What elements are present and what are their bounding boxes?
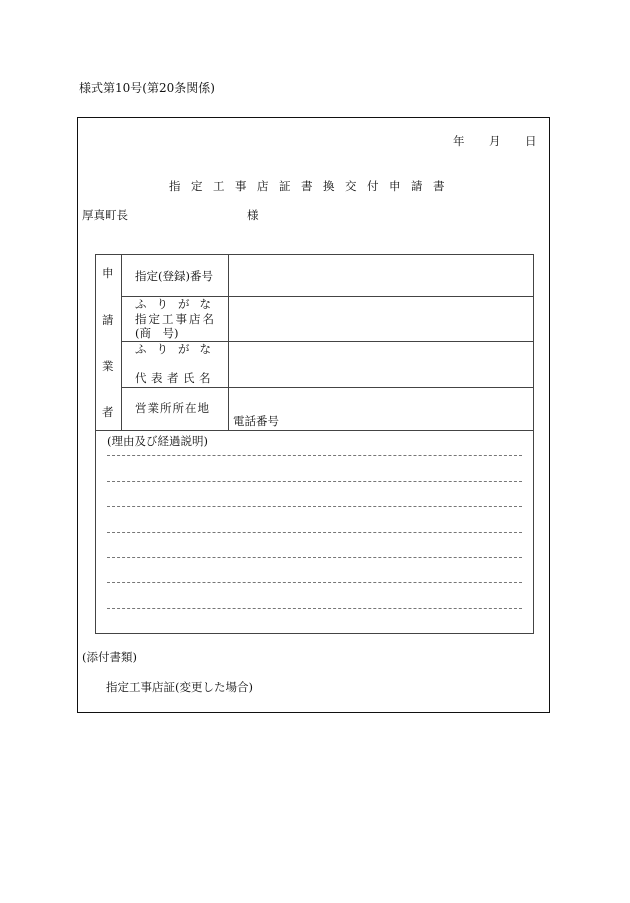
reason-section-divider (95, 430, 534, 431)
attachments-item: 指定工事店証(変更した場合) (106, 680, 253, 694)
addressee-name: 厚真町長 (82, 208, 128, 222)
office-address-label: 営業所所在地 (135, 401, 210, 415)
date-day-label: 日 (525, 134, 537, 148)
reason-dotted-line (107, 506, 522, 507)
reason-dotted-line (107, 455, 522, 456)
reason-dotted-line (107, 481, 522, 482)
reason-dotted-line (107, 557, 522, 558)
store-trade-name-label: (商 号) (135, 326, 179, 340)
reason-dotted-line (107, 532, 522, 533)
date-year-label: 年 (453, 134, 465, 148)
store-name-furigana-label: ふりがな (135, 297, 221, 311)
side-label-char: 請 (102, 313, 114, 327)
attachments-heading: (添付書類) (82, 650, 137, 664)
side-label-divider (121, 254, 122, 430)
representative-furigana-label: ふりがな (135, 342, 221, 356)
label-value-divider (228, 254, 229, 430)
row-divider (121, 387, 534, 388)
reason-dotted-line (107, 608, 522, 609)
form-title: 指定工事店証書換交付申請書 (169, 179, 455, 193)
side-label-char: 者 (102, 405, 114, 419)
representative-name-label: 代表者氏名 (135, 371, 215, 385)
store-name-label: 指定工事店名 (135, 312, 216, 326)
registration-number-label: 指定(登録)番号 (135, 269, 213, 283)
date-month-label: 月 (489, 134, 501, 148)
reason-dotted-line (107, 582, 522, 583)
reason-label: (理由及び経過説明) (107, 434, 208, 448)
phone-number-label: 電話番号 (233, 414, 279, 428)
side-label-char: 業 (102, 359, 114, 373)
side-label-char: 申 (102, 266, 114, 280)
form-number: 様式第10号(第20条関係) (79, 81, 215, 95)
addressee-honorific: 様 (247, 208, 259, 222)
